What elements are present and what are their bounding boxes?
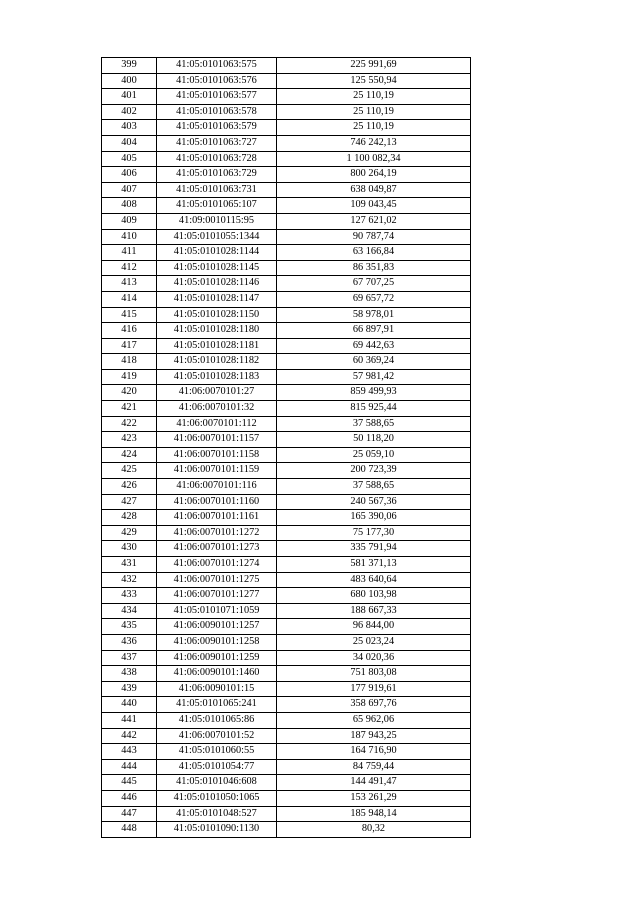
table-body [102,58,471,838]
table-row [102,541,471,557]
table-row [102,650,471,666]
cadastral-number-cell: 41:05:0101046:608 [157,775,277,791]
table-row [102,619,471,635]
value-cell: 69 657,72 [277,291,471,307]
table-row [102,385,471,401]
cadastral-number-cell: 41:06:0070101:1160 [157,494,277,510]
value-cell: 37 588,65 [277,479,471,495]
row-number-cell: 442 [102,728,157,744]
table-row [102,229,471,245]
row-number-cell: 446 [102,790,157,806]
value-cell: 751 803,08 [277,666,471,682]
row-number-cell: 421 [102,401,157,417]
value-cell: 69 442,63 [277,338,471,354]
cadastral-number-cell: 41:05:0101090:1130 [157,822,277,838]
value-cell: 57 981,42 [277,369,471,385]
value-cell: 800 264,19 [277,167,471,183]
value-cell: 125 550,94 [277,73,471,89]
table-row [102,369,471,385]
row-number-cell: 414 [102,291,157,307]
value-cell: 25 023,24 [277,634,471,650]
row-number-cell: 417 [102,338,157,354]
row-number-cell: 430 [102,541,157,557]
cadastral-number-cell: 41:06:0070101:52 [157,728,277,744]
cadastral-number-cell: 41:06:0090101:15 [157,681,277,697]
row-number-cell: 441 [102,712,157,728]
cadastral-number-cell: 41:05:0101028:1146 [157,276,277,292]
cadastral-number-cell: 41:05:0101063:728 [157,151,277,167]
value-cell: 358 697,76 [277,697,471,713]
value-cell: 335 791,94 [277,541,471,557]
value-cell: 177 919,61 [277,681,471,697]
row-number-cell: 416 [102,323,157,339]
cadastral-number-cell: 41:06:0070101:1161 [157,510,277,526]
cadastral-number-cell: 41:05:0101063:731 [157,182,277,198]
table-row [102,260,471,276]
row-number-cell: 448 [102,822,157,838]
cadastral-number-cell: 41:06:0070101:1277 [157,588,277,604]
cadastral-number-cell: 41:05:0101063:577 [157,89,277,105]
value-cell: 746 242,13 [277,135,471,151]
row-number-cell: 428 [102,510,157,526]
row-number-cell: 399 [102,58,157,74]
row-number-cell: 431 [102,557,157,573]
table-row [102,276,471,292]
cadastral-number-cell: 41:05:0101063:575 [157,58,277,74]
table-row [102,291,471,307]
row-number-cell: 445 [102,775,157,791]
row-number-cell: 424 [102,447,157,463]
row-number-cell: 429 [102,525,157,541]
cadastral-number-cell: 41:06:0070101:1157 [157,432,277,448]
value-cell: 34 020,36 [277,650,471,666]
table-row [102,479,471,495]
row-number-cell: 435 [102,619,157,635]
row-number-cell: 438 [102,666,157,682]
table-row [102,775,471,791]
table-row [102,588,471,604]
cadastral-number-cell: 41:05:0101028:1183 [157,369,277,385]
row-number-cell: 432 [102,572,157,588]
row-number-cell: 422 [102,416,157,432]
table-row [102,198,471,214]
row-number-cell: 412 [102,260,157,276]
value-cell: 109 043,45 [277,198,471,214]
cadastral-number-cell: 41:05:0101063:729 [157,167,277,183]
table-row [102,58,471,74]
cadastral-number-cell: 41:05:0101028:1181 [157,338,277,354]
row-number-cell: 405 [102,151,157,167]
value-cell: 127 621,02 [277,213,471,229]
table-row [102,759,471,775]
cadastral-number-cell: 41:05:0101063:576 [157,73,277,89]
cadastral-number-cell: 41:06:0090101:1258 [157,634,277,650]
cadastral-value-table [101,57,471,838]
table-row [102,338,471,354]
row-number-cell: 443 [102,744,157,760]
row-number-cell: 437 [102,650,157,666]
table-row [102,603,471,619]
table-row [102,416,471,432]
cadastral-number-cell: 41:05:0101063:727 [157,135,277,151]
cadastral-number-cell: 41:05:0101054:77 [157,759,277,775]
cadastral-number-cell: 41:05:0101063:578 [157,104,277,120]
value-cell: 200 723,39 [277,463,471,479]
value-cell: 25 059,10 [277,447,471,463]
value-cell: 638 049,87 [277,182,471,198]
table-row [102,104,471,120]
cadastral-number-cell: 41:06:0070101:112 [157,416,277,432]
table-row [102,89,471,105]
value-cell: 164 716,90 [277,744,471,760]
cadastral-number-cell: 41:09:0010115:95 [157,213,277,229]
cadastral-number-cell: 41:06:0070101:1273 [157,541,277,557]
cadastral-number-cell: 41:06:0090101:1257 [157,619,277,635]
cadastral-number-cell: 41:05:0101028:1144 [157,245,277,261]
table-row [102,634,471,650]
table-row [102,307,471,323]
row-number-cell: 411 [102,245,157,261]
table-row [102,354,471,370]
table-row [102,463,471,479]
table-row [102,135,471,151]
row-number-cell: 408 [102,198,157,214]
row-number-cell: 418 [102,354,157,370]
row-number-cell: 427 [102,494,157,510]
table-row [102,432,471,448]
value-cell: 859 499,93 [277,385,471,401]
value-cell: 84 759,44 [277,759,471,775]
cadastral-number-cell: 41:05:0101028:1180 [157,323,277,339]
value-cell: 25 110,19 [277,120,471,136]
row-number-cell: 433 [102,588,157,604]
value-cell: 86 351,83 [277,260,471,276]
value-cell: 75 177,30 [277,525,471,541]
value-cell: 25 110,19 [277,89,471,105]
value-cell: 63 166,84 [277,245,471,261]
value-cell: 65 962,06 [277,712,471,728]
table-row [102,557,471,573]
table-row [102,213,471,229]
cadastral-number-cell: 41:05:0101065:241 [157,697,277,713]
value-cell: 58 978,01 [277,307,471,323]
table-row [102,666,471,682]
table-row [102,697,471,713]
cadastral-number-cell: 41:05:0101063:579 [157,120,277,136]
cadastral-number-cell: 41:05:0101028:1147 [157,291,277,307]
table-row [102,822,471,838]
cadastral-number-cell: 41:06:0070101:1159 [157,463,277,479]
value-cell: 144 491,47 [277,775,471,791]
value-cell: 483 640,64 [277,572,471,588]
cadastral-number-cell: 41:06:0070101:1275 [157,572,277,588]
row-number-cell: 413 [102,276,157,292]
row-number-cell: 409 [102,213,157,229]
value-cell: 153 261,29 [277,790,471,806]
cadastral-number-cell: 41:06:0070101:1272 [157,525,277,541]
table-row [102,525,471,541]
value-cell: 96 844,00 [277,619,471,635]
table-row [102,790,471,806]
cadastral-number-cell: 41:05:0101065:107 [157,198,277,214]
row-number-cell: 407 [102,182,157,198]
cadastral-number-cell: 41:05:0101028:1182 [157,354,277,370]
row-number-cell: 401 [102,89,157,105]
value-cell: 225 991,69 [277,58,471,74]
cadastral-number-cell: 41:05:0101028:1150 [157,307,277,323]
table-row [102,182,471,198]
table-row [102,245,471,261]
table-row [102,572,471,588]
table-row [102,681,471,697]
cadastral-number-cell: 41:06:0070101:27 [157,385,277,401]
value-cell: 25 110,19 [277,104,471,120]
value-cell: 66 897,91 [277,323,471,339]
value-cell: 165 390,06 [277,510,471,526]
value-cell: 60 369,24 [277,354,471,370]
value-cell: 67 707,25 [277,276,471,292]
row-number-cell: 420 [102,385,157,401]
cadastral-number-cell: 41:05:0101071:1059 [157,603,277,619]
cadastral-number-cell: 41:06:0090101:1460 [157,666,277,682]
table-row [102,401,471,417]
cadastral-number-cell: 41:05:0101065:86 [157,712,277,728]
table-row [102,712,471,728]
value-cell: 581 371,13 [277,557,471,573]
row-number-cell: 434 [102,603,157,619]
value-cell: 37 588,65 [277,416,471,432]
table-row [102,120,471,136]
cadastral-number-cell: 41:05:0101055:1344 [157,229,277,245]
row-number-cell: 410 [102,229,157,245]
row-number-cell: 444 [102,759,157,775]
cadastral-number-cell: 41:06:0070101:1158 [157,447,277,463]
row-number-cell: 402 [102,104,157,120]
row-number-cell: 426 [102,479,157,495]
row-number-cell: 447 [102,806,157,822]
cadastral-number-cell: 41:06:0070101:32 [157,401,277,417]
row-number-cell: 406 [102,167,157,183]
cadastral-number-cell: 41:05:0101060:55 [157,744,277,760]
table-row [102,167,471,183]
value-cell: 185 948,14 [277,806,471,822]
row-number-cell: 436 [102,634,157,650]
value-cell: 50 118,20 [277,432,471,448]
value-cell: 680 103,98 [277,588,471,604]
cadastral-number-cell: 41:06:0070101:116 [157,479,277,495]
table-row [102,323,471,339]
value-cell: 187 943,25 [277,728,471,744]
value-cell: 1 100 082,34 [277,151,471,167]
row-number-cell: 404 [102,135,157,151]
value-cell: 90 787,74 [277,229,471,245]
row-number-cell: 419 [102,369,157,385]
cadastral-number-cell: 41:05:0101048:527 [157,806,277,822]
row-number-cell: 400 [102,73,157,89]
row-number-cell: 403 [102,120,157,136]
table-row [102,494,471,510]
value-cell: 80,32 [277,822,471,838]
table-row [102,447,471,463]
cadastral-number-cell: 41:06:0090101:1259 [157,650,277,666]
value-cell: 188 667,33 [277,603,471,619]
row-number-cell: 415 [102,307,157,323]
row-number-cell: 439 [102,681,157,697]
table-row [102,510,471,526]
value-cell: 240 567,36 [277,494,471,510]
table-row [102,806,471,822]
cadastral-number-cell: 41:06:0070101:1274 [157,557,277,573]
row-number-cell: 425 [102,463,157,479]
table-row [102,151,471,167]
cadastral-number-cell: 41:05:0101028:1145 [157,260,277,276]
value-cell: 815 925,44 [277,401,471,417]
cadastral-number-cell: 41:05:0101050:1065 [157,790,277,806]
row-number-cell: 423 [102,432,157,448]
row-number-cell: 440 [102,697,157,713]
table-row [102,728,471,744]
table-row [102,73,471,89]
table-row [102,744,471,760]
